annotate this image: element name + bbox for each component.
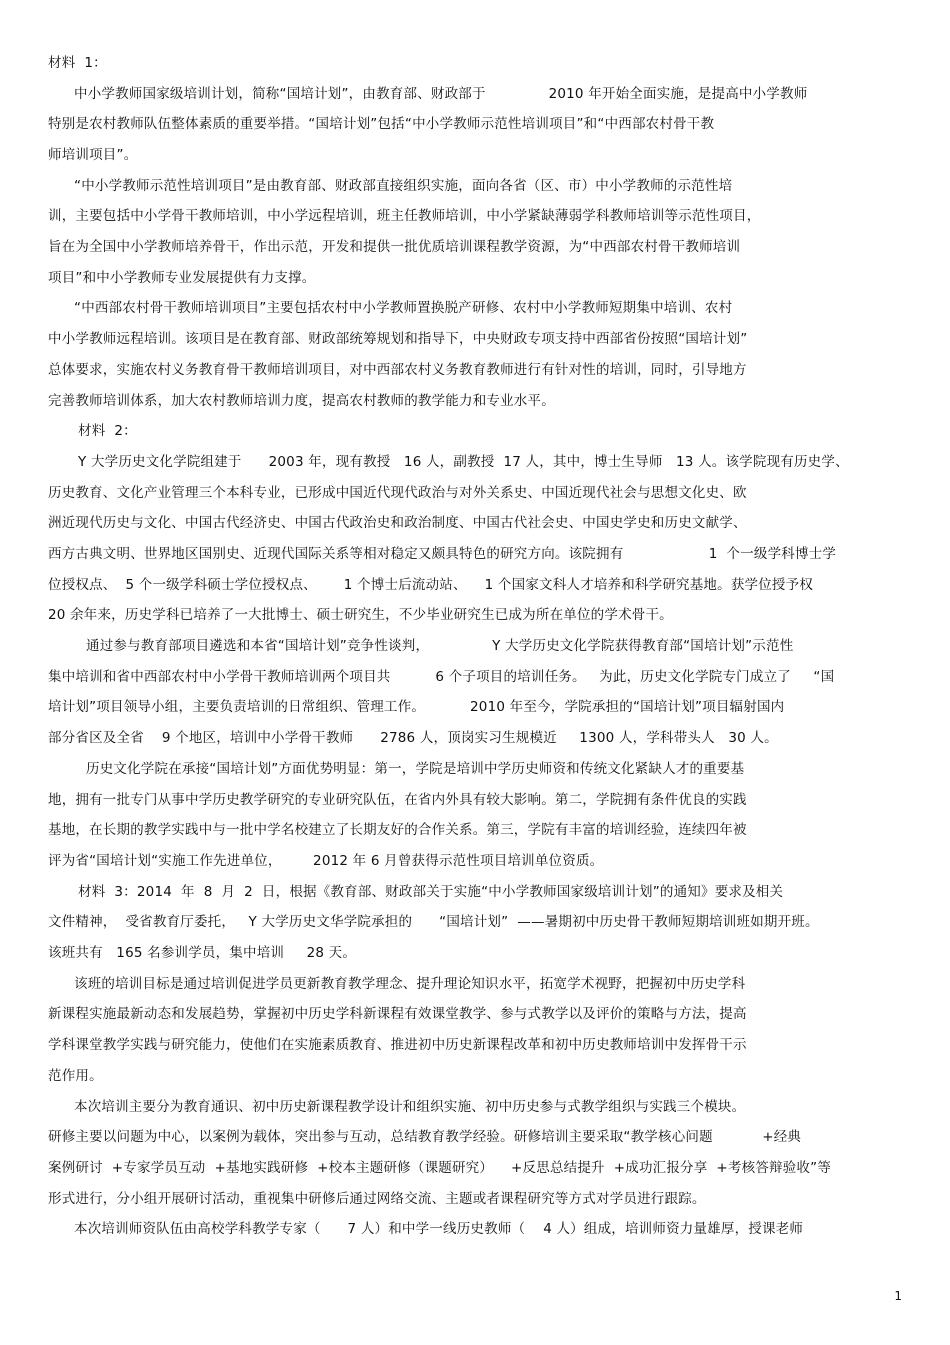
paragraph-line: 基地，在长期的教学实践中与一批中学名校建立了长期友好的合作关系。第三，学院有丰富的培训经验，连续四年被 [48,822,747,838]
paragraph-line: “中西部农村骨干教师培训项目”主要包括农村中小学教师置换脱产研修、农村中小学教师短期集中培训、农村 [74,300,733,316]
page-number: 1 [894,1289,902,1303]
paragraph-line: Y 大学历史文化学院组建于 2003 年，现有教授 16 人，副教授 17 人，其中，博士生导师 13 人。该学院现有历史学、 [78,454,849,470]
paragraph-line: 项目”和中小学教师专业发展提供有力支撑。 [48,270,316,286]
paragraph-line: 中小学教师远程培训。该项目是在教育部、财政部统筹规划和指导下，中央财政专项支持中西部省份按照“国培计划” [48,331,748,347]
paragraph-line: 研修主要以问题为中心，以案例为载体，突出参与互动，总结教育教学经验。研修培训主要采取“教学核心问题 +经典 [48,1129,802,1145]
paragraph-line: 本次培训主要分为教育通识、初中历史新课程教学设计和组织实施、初中历史参与式教学组织与实践三个模块。 [74,1099,746,1115]
paragraph-line: 文件精神， 受省教育厅委托， Y 大学历史文华学院承担的 “国培计划” ——暑期初中历史骨干教师短期培训班如期开班。 [48,914,819,930]
paragraph-line: 通过参与教育部项目遴选和本省“国培计划”竞争性谈判， Y 大学历史文化学院获得教育部“国培计划”示范性 [86,638,794,654]
paragraph-line: 范作用。 [48,1068,103,1084]
paragraph-line: 位授权点、 5 个一级学科硕士学位授权点、 1 个博士后流动站、 1 个国家文科人才培养和科学研究基地。获学位授予权 [48,577,814,593]
paragraph-line: 西方古典文明、世界地区国别史、近现代国际关系等相对稳定又颇具特色的研究方向。该院拥有 1 个一级学科博士学 [48,546,837,562]
material-3-heading: 材料 3：2014 年 8 月 2 日，根据《教育部、财政部关于实施“中小学教师国家级培训计划”的通知》要求及相关 [78,884,784,900]
paragraph-line: 该班共有 165 名参训学员，集中培训 28 天。 [48,945,357,961]
paragraph-line: 集中培训和省中西部农村中小学骨干教师培训两个项目共 6 个子项目的培训任务。 为此，历史文化学院专门成立了 “国 [48,669,835,685]
paragraph-line: 形式进行，分小组开展研讨活动，重视集中研修后通过网络交流、主题或者课程研究等方式对学员进行跟踪。 [48,1191,706,1207]
paragraph-line: 中小学教师国家级培训计划，简称“国培计划”，由教育部、财政部于 2010 年开始全面实施，是提高中小学教师 [74,86,808,102]
paragraph-line: 历史教育、文化产业管理三个本科专业，已形成中国近代现代政治与对外关系史、中国近现代社会与思想文化史、欧 [48,485,747,501]
paragraph-line: 洲近现代历史与文化、中国古代经济史、中国古代政治史和政治制度、中国古代社会史、中国史学史和历史文献学、 [48,515,747,531]
paragraph-line: 部分省区及全省 9 个地区，培训中小学骨干教师 2786 人，顶岗实习生规模近 1300 人，学科带头人 30 人。 [48,730,778,746]
paragraph-line: 该班的培训目标是通过培训促进学员更新教育教学理念、提升理论知识水平，拓宽学术视野，把握初中历史学科 [74,976,746,992]
paragraph-line: 师培训项目”。 [48,147,138,163]
paragraph-line: 特别是农村教师队伍整体素质的重要举措。“国培计划”包括“中小学教师示范性培训项目”和“中西部农村骨干教 [48,116,715,132]
paragraph-line: 旨在为全国中小学教师培养骨干，作出示范，开发和提供一批优质培训课程教学资源，为“中西部农村骨干教师培训 [48,239,741,255]
material-1-heading: 材料 1： [48,55,107,71]
paragraph-line: 学科课堂教学实践与研究能力，使他们在实施素质教育、推进初中历史新课程改革和初中历史教师培训中发挥骨干示 [48,1037,747,1053]
paragraph-line: 培计划”项目领导小组，主要负责培训的日常组织、管理工作。 2010 年至今，学院承担的“国培计划”项目辐射国内 [48,699,785,715]
paragraph-line: “中小学教师示范性培训项目”是由教育部、财政部直接组织实施，面向各省（区、市）中小学教师的示范性培 [74,178,733,194]
paragraph-line: 训，主要包括中小学骨干教师培训，中小学远程培训，班主任教师培训，中小学紧缺薄弱学科教师培训等示范性项目， [48,208,761,224]
material-2-heading: 材料 2： [78,423,137,439]
paragraph-line: 案例研讨 +专家学员互动 +基地实践研修 +校本主题研修（课题研究） +反思总结提升 +成功汇报分享 +考核答辩验收”等 [48,1160,832,1176]
paragraph-line: 地，拥有一批专门从事中学历史教学研究的专业研究队伍，在省内外具有较大影响。第二，学院拥有条件优良的实践 [48,792,747,808]
paragraph-line: 本次培训师资队伍由高校学科教学专家（ 7 人）和中学一线历史教师（ 4 人）组成，培训师资力量雄厚，授课老师 [74,1221,804,1237]
paragraph-line: 总体要求，实施农村义务教育骨干教师培训项目，对中西部农村义务教育教师进行有针对性的培训，同时，引导地方 [48,362,747,378]
paragraph-line: 新课程实施最新动态和发展趋势，掌握初中历史学科新课程有效课堂教学、参与式教学以及评价的策略与方法，提高 [48,1006,747,1022]
paragraph-line: 完善教师培训体系，加大农村教师培训力度，提高农村教师的教学能力和专业水平。 [48,393,555,409]
paragraph-line: 20 余年来，历史学科已培养了一大批博士、硕士研究生，不少毕业研究生已成为所在单位的学术骨干。 [48,607,673,623]
paragraph-line: 历史文化学院在承接“国培计划”方面优势明显：第一，学院是培训中学历史师资和传统文化紧缺人才的重要基 [86,761,745,777]
paragraph-line: 评为省“国培计划“实施工作先进单位， 2012 年 6 月曾获得示范性项目培训单位资质。 [48,853,604,869]
